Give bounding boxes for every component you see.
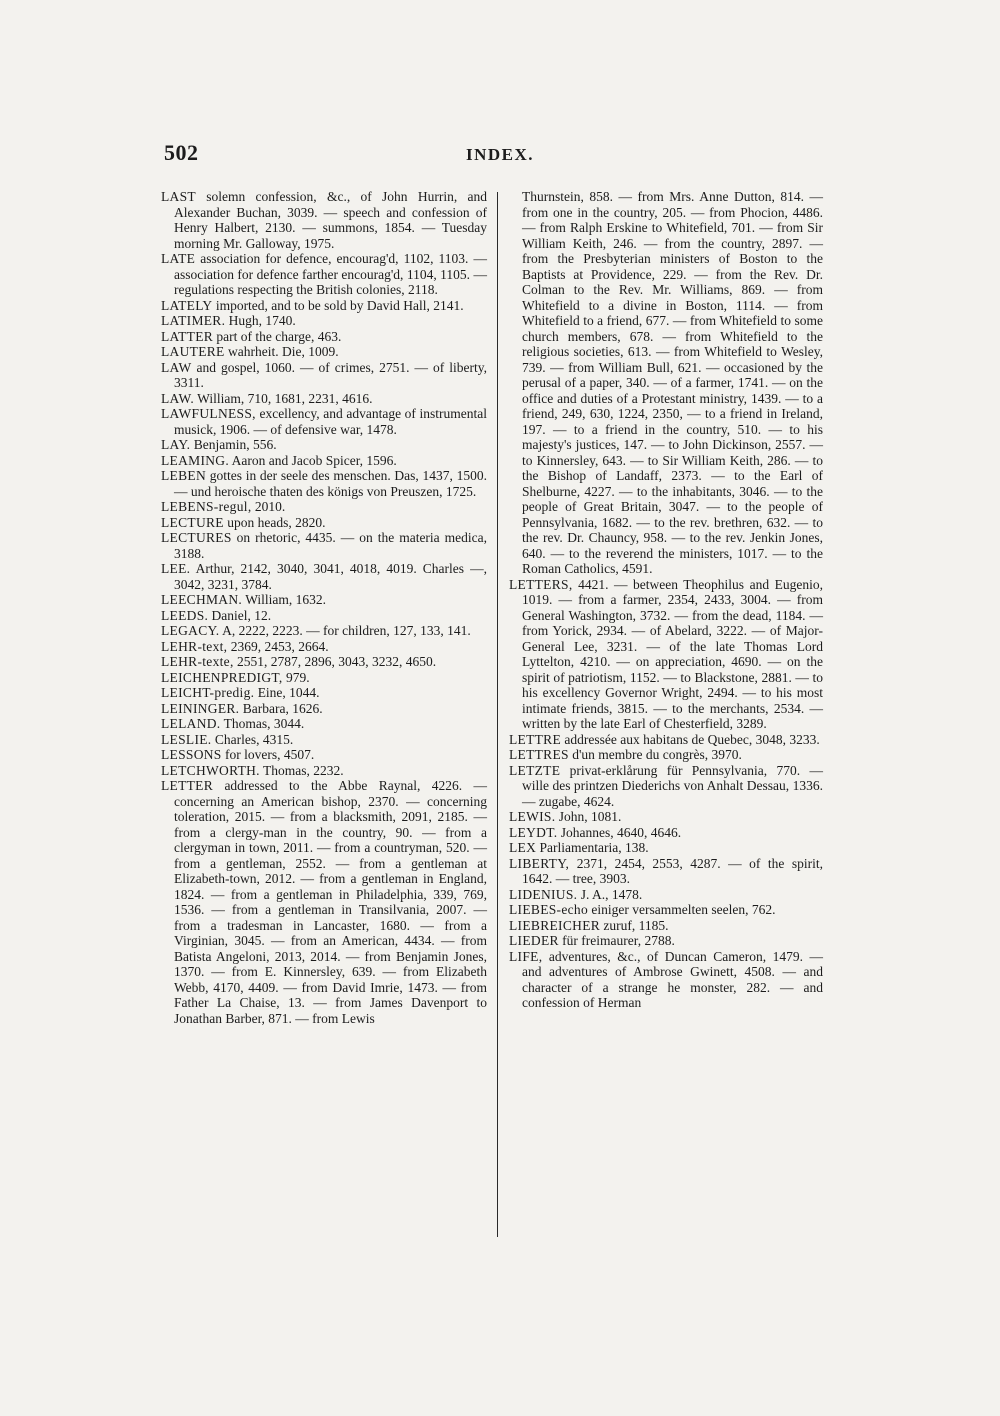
index-heading: LEEDS. bbox=[161, 607, 209, 623]
index-references: Daniel, 12. bbox=[208, 607, 272, 623]
index-entry bbox=[161, 592, 487, 608]
index-heading: LAW. bbox=[161, 390, 194, 406]
index-entry bbox=[161, 639, 487, 655]
index-entry bbox=[509, 763, 823, 810]
index-references: Barbara, 1626. bbox=[239, 700, 323, 716]
index-references: William, 1632. bbox=[242, 592, 327, 607]
index-entry bbox=[509, 949, 823, 1011]
index-heading: LETTERS, bbox=[509, 576, 573, 592]
index-heading: LAWFULNESS, bbox=[161, 406, 256, 421]
index-heading: LETZTE bbox=[509, 762, 561, 778]
index-references: Benjamin, 556. bbox=[190, 437, 277, 452]
index-references: 4421. — between Theophilus and Eugenio, 1019. — from a farmer, 2354, 2433, 3004. — from General Washington, 3732. — from the dead, 1184. — from Yorick, 2934. — of Abelard, 3222. — of Major-General Lee, 3231. — of the late Thomas Lord Lyttelton, 4210. — on appreciation, 4690. — on the spirit of patriotism, 1152. — to Blackstone, 2881. — to his excellency Governor Wright, 2494. — to his most intimate friends, 3815. — to the merchants, 2534. — written by the late Earl of Chesterfield, 3289. bbox=[522, 576, 823, 731]
index-heading: LEYDT. bbox=[509, 824, 558, 840]
index-entry bbox=[161, 251, 487, 298]
index-heading: LESLIE. bbox=[161, 731, 212, 747]
index-heading: LEGACY. bbox=[161, 623, 220, 638]
index-references: zuruf, 1185. bbox=[600, 917, 669, 933]
index-references: Johannes, 4640, 4646. bbox=[557, 824, 682, 840]
index-entry bbox=[509, 840, 823, 856]
continued-entry-text: Thurnstein, 858. — from Mrs. Anne Dutton, 814. — from one in the country, 205. — from Phocion, 4486. — from Ralph Erskine to Whitefield, 701. — from Sir William Keith, 246. — from the country, 2897. — from the Presbyterian ministers of Boston to the Baptists at Providence, 229. — from the Rev. Dr. Colman to the Rev. Mr. Williams, 869. — from Whitefield to a divine in Boston, 1114. — from Whitefield to a friend, 677. — from Whitefield to some church members, 678. — from Whitefield to the religious societies, 613. — from Whitefield to Wesley, 739. — from William Bull, 621. — occasioned by the perusal of a paper, 340. — of a farmer, 1741. — on the office and duties of a Protestant ministry, 1439. — to a friend, 249, 630, 1224, 2350, — to a friend in Ireland, 197. — to a friend in the country, 510. — to his majesty's justices, 147. — to John Dickinson, 2557. — to Kinnersley, 643. — to Sir William Keith, 286. — to the Bishop of Landaff, 2373. — to the Earl of Shelburne, 4227. — to the inhabitants, 3046. — to the people of Great Britain, 3047. — to the people of Pennsylvania, 1682. — to the rev. brethren, 632. — to the rev. Dr. Chauncy, 958. — to the rev. Jenkin Jones, 640. — to the reverend the ministers, 1017. — to the Roman Catholics, 4591. bbox=[522, 189, 823, 576]
index-references: Hugh, 1740. bbox=[225, 313, 296, 328]
index-heading: LEICHT-predig. bbox=[161, 685, 255, 700]
index-entry bbox=[509, 747, 823, 763]
index-references: Thomas, 2232. bbox=[259, 762, 344, 778]
index-heading: LATE bbox=[161, 251, 196, 266]
index-entry bbox=[161, 313, 487, 329]
index-references: John, 1081. bbox=[555, 809, 622, 824]
index-entry bbox=[161, 685, 487, 701]
index-heading: LATIMER. bbox=[161, 313, 226, 328]
index-entry bbox=[161, 561, 487, 592]
index-entry bbox=[161, 701, 487, 717]
index-references: on rhetoric, 4435. — on the materia medica, 3188. bbox=[174, 530, 487, 561]
index-references: J. A., 1478. bbox=[577, 886, 643, 902]
index-references: für freimaurer, 2788. bbox=[558, 933, 675, 948]
index-references: and gospel, 1060. — of crimes, 2751. — of liberty, 3311. bbox=[174, 359, 487, 390]
index-references: d'un membre du congrès, 3970. bbox=[568, 747, 742, 762]
index-entry bbox=[161, 391, 487, 407]
index-entry bbox=[509, 887, 823, 903]
index-references: 979. bbox=[282, 669, 310, 685]
index-references: adventures, &c., of Duncan Cameron, 1479. — and adventures of Ambrose Gwinett, 4508. — and character of a strange he monster, 282. — and confession of Herman bbox=[522, 948, 823, 1010]
index-entry bbox=[509, 825, 823, 841]
index-entry bbox=[509, 809, 823, 825]
index-heading: LEBEN bbox=[161, 468, 206, 483]
index-references: Aaron and Jacob Spicer, 1596. bbox=[229, 452, 397, 468]
index-heading: LEICHENPREDIGT, bbox=[161, 669, 283, 685]
index-entry bbox=[161, 360, 487, 391]
index-references: gottes in der seele des menschen. Das, 1437, 1500. — und heroische thaten des königs von Preuszen, 1725. bbox=[174, 468, 487, 499]
index-heading: LIEDER bbox=[509, 933, 559, 948]
index-entry bbox=[161, 453, 487, 469]
index-entry bbox=[161, 732, 487, 748]
index-references: privat-erklårung für Pennsylvania, 770. — wille des printzen Diederichs von Anhalt Dessau, 1336. — zugabe, 4624. bbox=[522, 762, 823, 809]
index-entry bbox=[509, 918, 823, 934]
index-entry bbox=[161, 437, 487, 453]
index-references: Eine, 1044. bbox=[254, 685, 320, 700]
index-heading: LAY. bbox=[161, 437, 191, 452]
index-heading: LATELY bbox=[161, 297, 213, 313]
index-heading: LEECHMAN. bbox=[161, 592, 243, 607]
index-references: Charles, 4315. bbox=[211, 731, 294, 747]
index-entry bbox=[161, 530, 487, 561]
index-entry bbox=[161, 329, 487, 345]
index-references: 2369, 2453, 2664. bbox=[227, 638, 329, 654]
index-heading: LATTER bbox=[161, 328, 214, 344]
index-references: association for defence, encourag'd, 1102, 1103. — association for defence farther encourag'd, 1104, 1105. — regulations respecting the British colonies, 2118. bbox=[174, 251, 487, 297]
left-column bbox=[161, 189, 487, 1026]
index-references: part of the charge, 463. bbox=[213, 328, 342, 344]
index-heading: LIEBREICHER bbox=[509, 917, 601, 933]
index-heading: LEE. bbox=[161, 561, 191, 576]
index-heading: LETTRE bbox=[509, 731, 562, 747]
index-references: addressed to the Abbe Raynal, 4226. — concerning an American bishop, 2370. — concerning toleration, 2015. — from a blacksmith, 2091, 2185. — from a clergy-man in the country, 90. — from a clergyman in town, 2011. — from a countryman, 520. — from a gentleman, 2552. — from a gentleman at Elizabeth-town, 2012. — from a gentleman in England, 1824. — from a gentleman in Philadelphia, 339, 769, 1536. — from a gentleman in Transilvania, 2007. — from a tradesman in Lancaster, 1680. — from a Virginian, 3045. — from an American, 4434. — from Batista Angeloni, 2013, 2014. — from Benjamin Jones, 1370. — from E. Kinnersley, 639. — from Elizabeth Webb, 4170, 4409. — from David Imrie, 1473. — from Father La Chaise, 13. — from James Davenport to Jonathan Barber, 871. — from Lewis bbox=[174, 778, 487, 1026]
index-heading: LECTURES bbox=[161, 530, 232, 545]
index-references: William, 710, 1681, 2231, 4616. bbox=[194, 390, 373, 406]
index-heading: LIEBES-echo bbox=[509, 902, 589, 917]
column-divider bbox=[497, 192, 498, 1237]
index-references: imported, and to be sold by David Hall, 2141. bbox=[212, 297, 464, 313]
right-column bbox=[509, 189, 823, 1011]
index-entry bbox=[509, 856, 823, 887]
index-heading: LETTER bbox=[161, 778, 214, 793]
index-heading: LAW bbox=[161, 359, 192, 375]
index-references: Parliamentaria, 138. bbox=[536, 840, 649, 855]
index-heading: LIDENIUS. bbox=[509, 886, 578, 902]
index-entry bbox=[161, 499, 487, 515]
index-references: A, 2222, 2223. — for children, 127, 133, 141. bbox=[219, 623, 471, 638]
index-references: excellency, and advantage of instrumental musick, 1906. — of defensive war, 1478. bbox=[174, 406, 487, 437]
index-heading: LETTRES bbox=[509, 747, 569, 762]
index-entry bbox=[161, 344, 487, 360]
index-entry bbox=[161, 716, 487, 732]
index-heading: LIFE, bbox=[509, 948, 543, 964]
index-heading: LIBERTY, bbox=[509, 855, 570, 871]
index-entry bbox=[161, 670, 487, 686]
index-heading: LELAND. bbox=[161, 716, 221, 731]
index-references: addressée aux habitans de Quebec, 3048, 3233. bbox=[561, 731, 820, 747]
index-entry bbox=[509, 577, 823, 732]
running-head: INDEX. bbox=[465, 145, 535, 164]
index-heading: LEHR-texte, bbox=[161, 654, 234, 669]
index-entry bbox=[161, 763, 487, 779]
index-references: upon heads, 2820. bbox=[223, 514, 326, 530]
index-heading: LEININGER. bbox=[161, 700, 240, 716]
index-entry bbox=[161, 298, 487, 314]
index-heading: LEWIS. bbox=[509, 809, 556, 824]
index-heading: LEX bbox=[509, 840, 537, 855]
index-heading: LEHR-text, bbox=[161, 638, 228, 654]
index-entry bbox=[161, 623, 487, 639]
page-number: 502 bbox=[164, 140, 199, 165]
index-entry bbox=[161, 608, 487, 624]
index-references: 2371, 2454, 2553, 4287. — of the spirit, 1642. — tree, 3903. bbox=[522, 855, 823, 886]
index-heading: LECTURE bbox=[161, 514, 224, 530]
index-references: 2010. bbox=[251, 499, 286, 514]
index-heading: LEAMING. bbox=[161, 452, 230, 468]
index-references: Arthur, 2142, 3040, 3041, 4018, 4019. Charles —, 3042, 3231, 3784. bbox=[174, 561, 487, 592]
index-entry bbox=[161, 778, 487, 1026]
index-heading: LESSONS bbox=[161, 747, 222, 762]
index-heading: LAUTERE bbox=[161, 344, 225, 359]
index-references: einiger versammelten seelen, 762. bbox=[588, 902, 776, 917]
index-references: 2551, 2787, 2896, 3043, 3232, 4650. bbox=[233, 654, 437, 669]
index-entry bbox=[161, 189, 487, 251]
index-entry bbox=[161, 406, 487, 437]
index-entry bbox=[509, 732, 823, 748]
index-entry bbox=[509, 933, 823, 949]
index-references: solemn confession, &c., of John Hurrin, and Alexander Buchan, 3039. — speech and confession of Henry Halbert, 2130. — summons, 1854. — Tuesday morning Mr. Galloway, 1975. bbox=[174, 189, 487, 251]
index-entry bbox=[161, 747, 487, 763]
index-heading: LETCHWORTH. bbox=[161, 762, 260, 778]
index-entry bbox=[161, 468, 487, 499]
index-references: Thomas, 3044. bbox=[220, 716, 305, 731]
index-heading: LEBENS-regul, bbox=[161, 499, 252, 514]
index-references: for lovers, 4507. bbox=[221, 747, 315, 762]
index-entry bbox=[509, 902, 823, 918]
index-heading: LAST bbox=[161, 189, 196, 204]
index-entry bbox=[161, 654, 487, 670]
index-references: wahrheit. Die, 1009. bbox=[224, 344, 339, 359]
index-entry bbox=[161, 515, 487, 531]
